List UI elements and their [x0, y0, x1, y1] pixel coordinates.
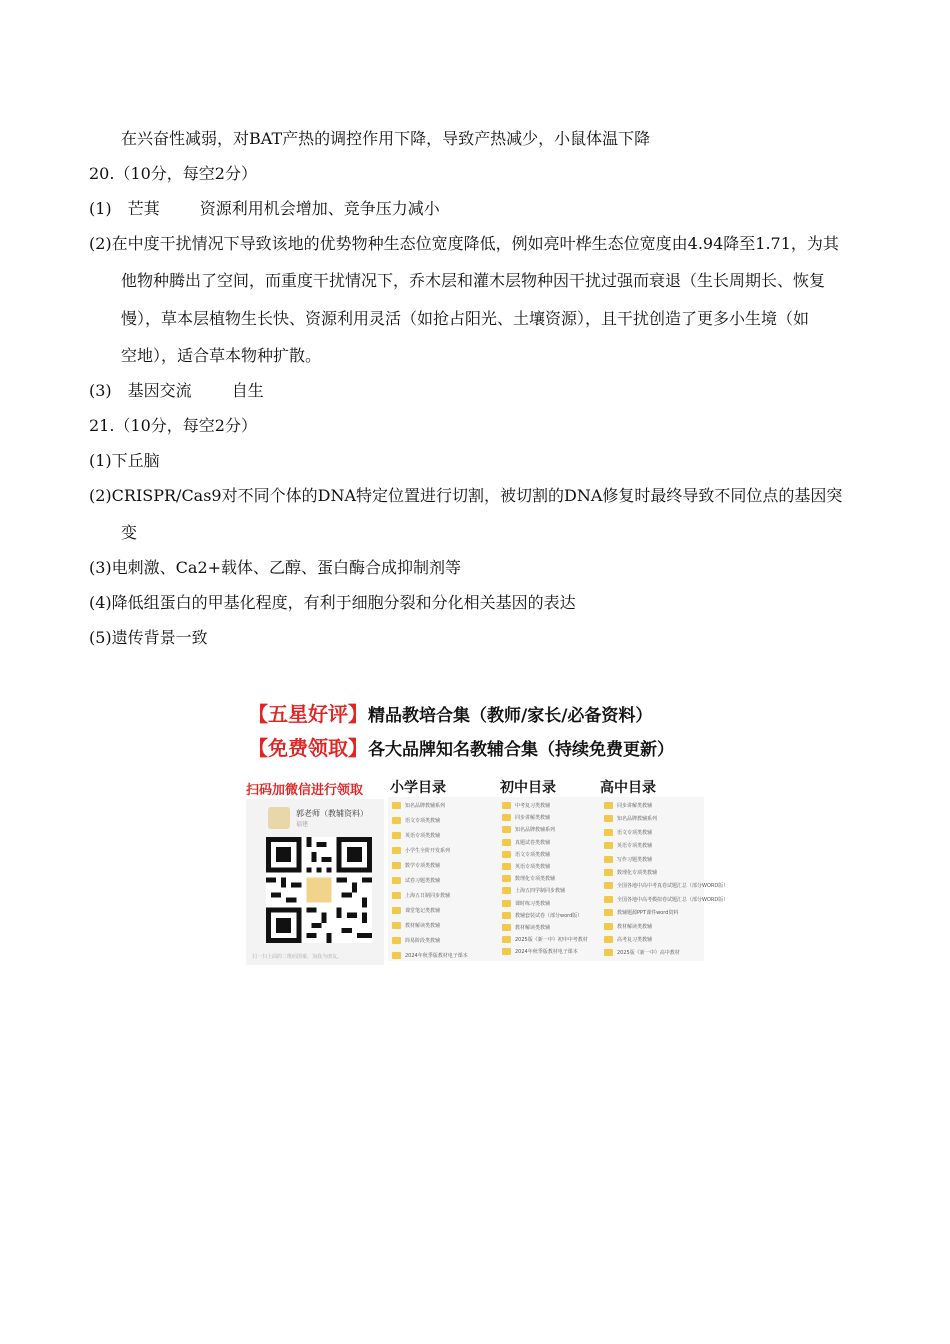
- answer-20-1-a: 芒萁: [127, 199, 160, 218]
- col-high-list: [600, 797, 729, 961]
- folder-icon: [604, 936, 613, 943]
- promo-headline-2: [248, 735, 674, 763]
- folder-list-item[interactable]: [502, 838, 550, 848]
- question-20-header: 20.（10分，每空2分）: [89, 164, 257, 183]
- folder-list-item[interactable]: [604, 801, 652, 811]
- folder-label: 教辅套装试卷（部分word版）: [515, 912, 583, 919]
- folder-list-item[interactable]: [604, 828, 652, 838]
- folder-icon: [392, 952, 401, 959]
- avatar: [268, 807, 290, 829]
- teacher-name: 郭老师（教辅资料）: [296, 809, 368, 818]
- folder-list-item[interactable]: [502, 935, 588, 945]
- folder-list-item[interactable]: [604, 922, 652, 932]
- folder-label: 数学专项类教辅: [405, 863, 441, 869]
- promo-headline-1: [248, 701, 652, 729]
- answer-20-2-line2: 他物种腾出了空间，而重度干扰情况下，乔木层和灌木层物种因干扰过强而衰退（生长周期长、恢复: [121, 271, 826, 290]
- folder-icon: [502, 814, 511, 821]
- folder-icon: [502, 887, 511, 894]
- folder-label: 数理化专项类教辅: [617, 870, 658, 876]
- col-middle-title: 初中目录: [500, 780, 556, 796]
- folder-icon: [502, 839, 511, 846]
- folder-list-item[interactable]: [502, 886, 565, 896]
- answer-20-3-num: (3): [89, 381, 112, 400]
- folder-icon: [604, 856, 613, 863]
- folder-icon: [392, 937, 401, 944]
- folder-list-item[interactable]: [392, 831, 440, 841]
- folder-icon: [392, 877, 401, 884]
- answer-20-1-num: (1): [89, 199, 112, 218]
- answer-line: 在兴奋性减弱，对BAT产热的调控作用下降，导致产热减少，小鼠体温下降: [121, 129, 651, 148]
- folder-icon: [502, 802, 511, 809]
- folder-label: 中考复习类教辅: [515, 803, 551, 809]
- folder-icon: [392, 817, 401, 824]
- folder-label: 英语专项类教辅: [617, 843, 653, 850]
- answer-20-3-a: 基因交流: [127, 381, 192, 400]
- folder-icon: [502, 863, 511, 870]
- folder-list-item[interactable]: [502, 923, 550, 933]
- folder-icon: [502, 912, 511, 919]
- answer-21-3: (3)电刺激、Ca2+载体、乙醇、蛋白酶合成抑制剂等: [89, 558, 462, 577]
- promo-scan-text: 扫码加微信进行领取: [246, 783, 364, 798]
- folder-list-item[interactable]: [502, 850, 550, 860]
- folder-label: 试卷习题类教辅: [405, 878, 441, 884]
- folder-icon: [604, 949, 613, 956]
- folder-label: 教材解读类教辅: [405, 923, 441, 929]
- col-primary-list: [388, 797, 500, 961]
- answer-20-1: [89, 199, 440, 219]
- promo-banner: [244, 693, 729, 968]
- folder-label: 全国各地中高考模拟卷试题汇总（部分WORD版）: [617, 896, 729, 903]
- folder-list-item[interactable]: [502, 862, 550, 872]
- folder-list-item[interactable]: [502, 825, 555, 835]
- folder-label: 全国各地中高中考真卷试题汇总（部分WORD版）: [617, 883, 729, 890]
- answer-21-2-line1: (2)CRISPR/Cas9对不同个体的DNA特定位置进行切割，被切割的DNA修复时最终导致不同位点的基因突: [89, 486, 843, 505]
- answer-21-1: (1)下丘脑: [89, 451, 160, 470]
- folder-icon: [502, 851, 511, 858]
- folder-icon: [604, 882, 613, 889]
- folder-list-item[interactable]: [502, 947, 578, 957]
- folder-icon: [604, 829, 613, 836]
- answer-20-1-b: 资源利用机会增加、竞争压力减小: [199, 199, 440, 218]
- col-primary-title: 小学目录: [390, 780, 446, 796]
- answer-20-3-b: 自生: [231, 381, 264, 400]
- promo-headline-2-red: 【免费领取】: [248, 736, 368, 760]
- folder-label: 教辅题源PPT课件word资料: [617, 910, 679, 917]
- qr-code-icon[interactable]: [266, 837, 372, 943]
- folder-icon: [604, 802, 613, 809]
- folder-list-item[interactable]: [502, 801, 550, 811]
- folder-list-item[interactable]: [392, 801, 445, 811]
- answer-20-2-line3: 慢），草本层植物生长快、资源利用灵活（如抢占阳光、土壤资源），且干扰创造了更多小生境（如: [121, 309, 810, 328]
- promo-headline-1-black: 精品教培合集（教师/家长/必备资料）: [368, 706, 653, 726]
- folder-list-item[interactable]: [502, 899, 550, 909]
- folder-list-item[interactable]: [502, 813, 550, 823]
- folder-list-item[interactable]: [604, 881, 728, 891]
- answer-21-2-line2: 变: [121, 523, 138, 542]
- folder-icon: [502, 900, 511, 907]
- answer-21-4: (4)降低组蛋白的甲基化程度，有利于细胞分裂和分化相关基因的表达: [89, 593, 576, 612]
- folder-label: 语文专项类教辅: [515, 851, 551, 858]
- folder-list-item[interactable]: [502, 874, 555, 884]
- folder-icon: [392, 922, 401, 929]
- folder-label: 教材解读类教辅: [617, 923, 653, 930]
- folder-icon: [502, 948, 511, 955]
- folder-label: 知名品牌教辅系列: [515, 827, 556, 834]
- folder-label: 语文专项类教辅: [617, 829, 653, 836]
- folder-icon: [392, 862, 401, 869]
- folder-icon: [502, 875, 511, 882]
- folder-list-item[interactable]: [604, 841, 652, 851]
- folder-icon: [604, 869, 613, 876]
- answer-20-2-line4: 空地），适合草本物种扩散。: [121, 346, 322, 365]
- folder-label: 数理化专项类教辅: [515, 876, 556, 883]
- folder-list-item[interactable]: [392, 906, 440, 916]
- folder-label: 写作习题类教辅: [617, 856, 653, 863]
- promo-headline-1-red: 【五星好评】: [248, 702, 368, 726]
- folder-label: 教材解读类教辅: [515, 925, 551, 931]
- folder-list-item[interactable]: [392, 936, 440, 946]
- folder-icon: [604, 815, 613, 822]
- folder-icon: [392, 802, 401, 809]
- folder-label: 同步讲解类教辅: [515, 815, 551, 822]
- folder-label: 课堂笔记类教辅: [405, 908, 441, 914]
- promo-headline-2-black: 各大品牌知名教辅合集（持续免费更新）: [368, 740, 674, 760]
- folder-list-item[interactable]: [392, 951, 468, 961]
- folder-icon: [604, 909, 613, 916]
- folder-list-item[interactable]: [604, 814, 657, 824]
- folder-label: 同步讲解类教辅: [617, 803, 653, 809]
- folder-label: 2025版《新一中》高中教材: [617, 950, 680, 957]
- folder-label: 课时练习类教辅: [515, 900, 551, 907]
- folder-label: 英语专项类教辅: [405, 833, 441, 839]
- folder-label: 英语专项类教辅: [515, 864, 551, 870]
- folder-label: 2025版《新一中》初中中考教材: [515, 937, 588, 944]
- folder-label: 真题试卷类教辅: [515, 839, 551, 846]
- folder-label: 知名品牌教辅系列: [617, 816, 658, 823]
- folder-list-item[interactable]: [604, 895, 728, 905]
- col-high-title: 高中目录: [600, 780, 656, 796]
- folder-label: 上海五日制同步教辅: [405, 893, 451, 899]
- folder-icon: [604, 896, 613, 903]
- folder-label: 小学生全阶开发系列: [405, 848, 451, 854]
- question-21-header: 21.（10分，每空2分）: [89, 416, 257, 435]
- folder-list-item[interactable]: [392, 921, 440, 931]
- folder-icon: [502, 924, 511, 931]
- col-middle-list: [498, 797, 610, 961]
- folder-icon: [502, 826, 511, 833]
- teacher-region: 福建: [296, 821, 309, 828]
- folder-list-item[interactable]: [392, 846, 450, 856]
- answer-20-2-line1: (2)在中度干扰情况下导致该地的优势物种生态位宽度降低，例如亮叶桦生态位宽度由4.94降至1.71，为其: [89, 234, 839, 253]
- folder-list-item[interactable]: [392, 861, 440, 871]
- qr-caption: 扫一扫上面的二维码图案，加我为朋友。: [252, 954, 343, 960]
- folder-label: 高考复习类教辅: [617, 937, 653, 943]
- folder-label: 2024年秋季版教材电子课本: [515, 949, 578, 956]
- folder-label: 知名品牌教辅系列: [405, 803, 446, 809]
- folder-list-item[interactable]: [604, 948, 680, 958]
- folder-list-item[interactable]: [604, 855, 652, 865]
- folder-icon: [392, 907, 401, 914]
- folder-icon: [392, 832, 401, 839]
- folder-icon: [392, 847, 401, 854]
- answer-20-3: [89, 381, 264, 401]
- folder-icon: [392, 892, 401, 899]
- folder-label: 2024年秋季版教材电子课本: [405, 953, 468, 959]
- folder-label: 简易阶段类教辅: [405, 938, 441, 944]
- folder-label: 语文专项类教辅: [405, 818, 441, 824]
- folder-list-item[interactable]: [392, 816, 440, 826]
- wechat-card: [246, 799, 384, 965]
- folder-list-item[interactable]: [604, 935, 652, 945]
- answer-21-5: (5)遗传背景一致: [89, 628, 208, 647]
- folder-list-item[interactable]: [392, 891, 450, 901]
- folder-list-item[interactable]: [604, 908, 678, 918]
- folder-list-item[interactable]: [604, 868, 657, 878]
- folder-list-item[interactable]: [502, 911, 582, 921]
- folder-list-item[interactable]: [392, 876, 440, 886]
- folder-icon: [604, 923, 613, 930]
- folder-label: 上海五四学制同步教辅: [515, 888, 566, 895]
- folder-icon: [502, 936, 511, 943]
- folder-icon: [604, 842, 613, 849]
